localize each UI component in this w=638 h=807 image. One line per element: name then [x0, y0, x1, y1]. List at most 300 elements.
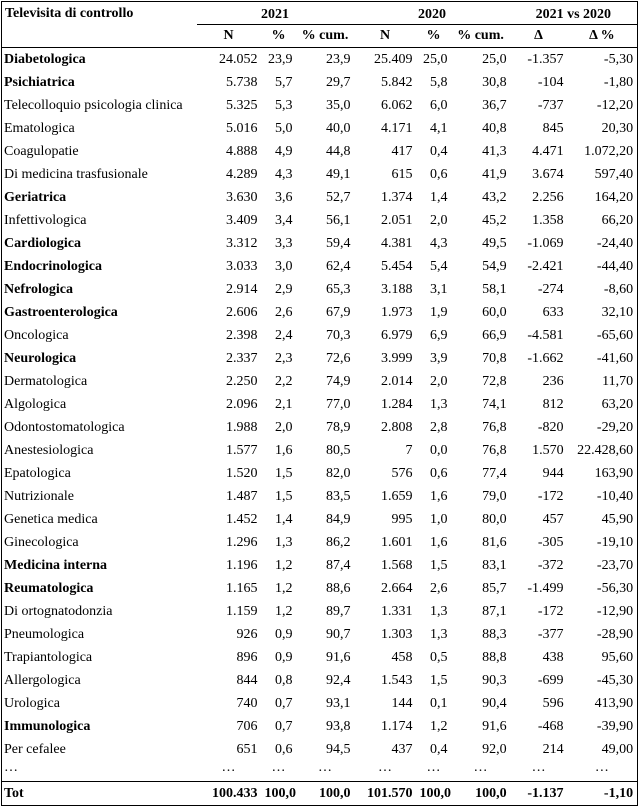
- cell-delta-pct: 63,20: [601, 396, 634, 412]
- cell-cum-2021: 93,1: [326, 695, 351, 711]
- cell-delta-pct: 597,40: [594, 166, 634, 182]
- cell-row-name: Diabetologica: [4, 51, 86, 67]
- cell-n-2020: 5.454: [381, 258, 413, 274]
- cell-delta-pct: -23,70: [596, 557, 634, 573]
- cell-delta: -1.499: [527, 580, 564, 596]
- cell-row-name: Cardiologica: [4, 235, 81, 251]
- cell-row-name: Endocrinologica: [4, 258, 103, 274]
- cell-n-2020: 458: [391, 649, 413, 665]
- cell-pct-2021: 5,3: [275, 97, 293, 113]
- table-row: [2, 416, 638, 439]
- cell-row-name: Nefrologica: [4, 281, 73, 297]
- cell-cum-2020: 70,8: [482, 350, 507, 366]
- cell-pct-2020: 0,4: [430, 741, 448, 757]
- cell-delta-pct: -24,40: [596, 235, 634, 251]
- table-row: [2, 393, 638, 416]
- cell-delta-pct: -41,60: [596, 350, 634, 366]
- cell-pct-2021: 0,9: [275, 626, 293, 642]
- televisita-table: [1, 1, 638, 806]
- cell-cum-2021: 90,7: [326, 626, 351, 642]
- cell-n-2021: 4.888: [226, 143, 258, 159]
- cell-n-2021: 2.096: [226, 396, 258, 412]
- col-n-2020: N: [355, 25, 417, 48]
- cell-n-2021: 706: [236, 718, 258, 734]
- cell-delta-pct: -19,10: [596, 534, 634, 550]
- cell-cum-2020: 72,8: [482, 373, 507, 389]
- cell-pct-2020: 1,0: [430, 511, 448, 527]
- cell-delta-pct: 22.428,60: [577, 442, 634, 458]
- cell-cum-2020: 79,0: [482, 488, 507, 504]
- cell-delta: -172: [537, 603, 564, 619]
- cell-row-name: Allergologica: [4, 672, 81, 688]
- table-row: [2, 255, 638, 278]
- cell-row-name: Reumatologica: [4, 580, 94, 596]
- cell-pct-2021: 2,4: [275, 327, 293, 343]
- cell-row-name: Ematologica: [4, 120, 75, 136]
- cell-cum-2020: 91,6: [482, 718, 507, 734]
- cell-delta-pct: -10,40: [596, 488, 634, 504]
- ellipsis-cell: …: [378, 761, 393, 775]
- cell-pct-2021: 0,9: [275, 649, 293, 665]
- cell-n-2020: 1.374: [381, 189, 413, 205]
- cell-row-name: Medicina interna: [4, 557, 108, 573]
- cell-row-name: Di medicina trasfusionale: [4, 166, 148, 182]
- cell-n-2020: 4.381: [381, 235, 413, 251]
- cell-cum-2021: 91,6: [326, 649, 351, 665]
- cell-cum-2021: 92,4: [326, 672, 351, 688]
- cell-delta-pct: -39,90: [596, 718, 634, 734]
- cell-cum-2021: 78,9: [326, 419, 351, 435]
- cell-n-2020: 144: [391, 695, 413, 711]
- group-2020: 2020: [355, 2, 511, 25]
- cell-row-name: Infettivologica: [4, 212, 87, 228]
- cell-pct-2020: 3,1: [430, 281, 448, 297]
- cell-cum-2020: 83,1: [482, 557, 507, 573]
- table-row: [2, 554, 638, 577]
- cell-cum-2020: 81,6: [482, 534, 507, 550]
- cell-delta: 236: [542, 373, 564, 389]
- cell-cum-2021: 70,3: [326, 327, 351, 343]
- cell-row-name: Di ortognatodonzia: [4, 603, 113, 619]
- cell-pct-2021: 4,9: [275, 143, 293, 159]
- table-row: [2, 324, 638, 347]
- cell-pct-2020: 1,3: [430, 603, 448, 619]
- cell-pct-2021: 1,5: [275, 465, 293, 481]
- cell-cum-2020: 76,8: [482, 442, 507, 458]
- table-row: [2, 117, 638, 140]
- cell-delta: -820: [537, 419, 564, 435]
- cell-pct-2021: 1,6: [275, 442, 293, 458]
- cell-cum-2021: 77,0: [326, 396, 351, 412]
- cell-pct-2021: 4,3: [275, 166, 293, 182]
- cell-n-2021: 1.577: [226, 442, 258, 458]
- cell-row-name: Epatologica: [4, 465, 71, 481]
- cell-pct-2021: 2,6: [275, 304, 293, 320]
- cell-n-2021: 24.052: [219, 51, 258, 67]
- cell-row-name: Telecolloquio psicologia clinica: [4, 97, 183, 113]
- cell-cum-2021: 87,4: [326, 557, 351, 573]
- cell-delta: -372: [537, 557, 564, 573]
- cell-pct-2020: 5,4: [430, 258, 448, 274]
- cell-row-name: Immunologica: [4, 718, 91, 734]
- col-pct-2021: %: [262, 25, 297, 48]
- table-row: [2, 439, 638, 462]
- cell-pct-2020: 0,0: [430, 442, 448, 458]
- table-row: [2, 692, 638, 715]
- cell-n-2020: 2.664: [381, 580, 413, 596]
- cell-delta: -274: [537, 281, 564, 297]
- cell-n-2021: 3.312: [226, 235, 258, 251]
- table-row: [2, 278, 638, 301]
- table-row: [2, 577, 638, 600]
- cell-pct-2020: 2,6: [430, 580, 448, 596]
- header-row-groups: [2, 2, 638, 25]
- cell-pct-2020: 0,6: [430, 166, 448, 182]
- cell-delta: 1.358: [532, 212, 564, 228]
- cell-pct-2021: 3,3: [275, 235, 293, 251]
- total-label: Tot: [2, 782, 197, 806]
- cell-row-name: Neurologica: [4, 350, 77, 366]
- cell-pct-2020: 0,4: [430, 143, 448, 159]
- table-row: [2, 94, 638, 117]
- cell-n-2021: 4.289: [226, 166, 258, 182]
- total-cum-2020: 100,0: [452, 782, 511, 806]
- cell-delta: 438: [542, 649, 564, 665]
- cell-cum-2020: 88,8: [482, 649, 507, 665]
- cell-n-2021: 2.606: [226, 304, 258, 320]
- cell-n-2020: 576: [391, 465, 413, 481]
- cell-cum-2021: 67,9: [326, 304, 351, 320]
- cell-delta: 812: [542, 396, 564, 412]
- cell-delta: 944: [542, 465, 564, 481]
- cell-n-2020: 25.409: [374, 51, 413, 67]
- cell-delta: 3.674: [532, 166, 564, 182]
- cell-cum-2020: 90,4: [482, 695, 507, 711]
- cell-pct-2020: 6,0: [430, 97, 448, 113]
- cell-pct-2020: 2,0: [430, 212, 448, 228]
- cell-n-2020: 2.051: [381, 212, 413, 228]
- cell-n-2021: 651: [236, 741, 258, 757]
- cell-pct-2021: 2,2: [275, 373, 293, 389]
- col-n-2021: N: [197, 25, 262, 48]
- cell-pct-2021: 3,0: [275, 258, 293, 274]
- cell-row-name: Anestesiologica: [4, 442, 94, 458]
- cell-n-2021: 1.196: [226, 557, 258, 573]
- cell-n-2020: 1.601: [381, 534, 413, 550]
- cell-cum-2021: 23,9: [326, 51, 351, 67]
- ellipsis-cell: …: [4, 761, 18, 775]
- cell-delta: 633: [542, 304, 564, 320]
- cell-n-2020: 6.979: [381, 327, 413, 343]
- ellipsis-row: [2, 761, 638, 782]
- cell-row-name: Odontostomatologica: [4, 419, 125, 435]
- col-cum-2021: % cum.: [297, 25, 355, 48]
- cell-cum-2021: 40,0: [326, 120, 351, 136]
- cell-delta-pct: -8,60: [603, 281, 634, 297]
- cell-pct-2020: 0,5: [430, 649, 448, 665]
- cell-cum-2020: 41,3: [482, 143, 507, 159]
- cell-delta: -377: [537, 626, 564, 642]
- ellipsis-cell: …: [594, 761, 609, 775]
- col-delta-pct: Δ %: [568, 25, 638, 48]
- cell-cum-2021: 35,0: [326, 97, 351, 113]
- cell-cum-2021: 86,2: [326, 534, 351, 550]
- table-body: [2, 48, 638, 762]
- cell-pct-2020: 4,3: [430, 235, 448, 251]
- cell-n-2020: 4.171: [381, 120, 413, 136]
- cell-delta-pct: 32,10: [601, 304, 634, 320]
- cell-n-2021: 3.630: [226, 189, 258, 205]
- cell-n-2021: 1.165: [226, 580, 258, 596]
- cell-delta-pct: -56,30: [596, 580, 634, 596]
- cell-pct-2021: 2,0: [275, 419, 293, 435]
- cell-pct-2021: 1,2: [275, 580, 293, 596]
- table-row: [2, 623, 638, 646]
- cell-row-name: Per cefalee: [4, 741, 66, 757]
- table-row: [2, 715, 638, 738]
- cell-cum-2021: 74,9: [326, 373, 351, 389]
- cell-delta-pct: -12,90: [596, 603, 634, 619]
- cell-delta: 214: [542, 741, 564, 757]
- ellipsis-cell: …: [318, 761, 333, 775]
- cell-pct-2021: 1,4: [275, 511, 293, 527]
- total-pct-2020: 100,0: [417, 782, 452, 806]
- cell-delta-pct: 164,20: [594, 189, 634, 205]
- total-pct-2021: 100,0: [262, 782, 297, 806]
- cell-n-2021: 2.914: [226, 281, 258, 297]
- cell-pct-2020: 6,9: [430, 327, 448, 343]
- cell-n-2021: 3.409: [226, 212, 258, 228]
- cell-n-2021: 1.988: [226, 419, 258, 435]
- cell-cum-2020: 88,3: [482, 626, 507, 642]
- cell-pct-2021: 1,5: [275, 488, 293, 504]
- cell-cum-2021: 52,7: [326, 189, 351, 205]
- cell-cum-2020: 25,0: [482, 51, 507, 67]
- cell-pct-2020: 0,6: [430, 465, 448, 481]
- cell-cum-2020: 80,0: [482, 511, 507, 527]
- col-pct-2020: %: [417, 25, 452, 48]
- cell-delta: 4.471: [532, 143, 564, 159]
- cell-delta: -172: [537, 488, 564, 504]
- cell-pct-2020: 0,1: [430, 695, 448, 711]
- cell-delta: -1.357: [527, 51, 564, 67]
- cell-delta-pct: 49,00: [601, 741, 634, 757]
- cell-delta-pct: 1.072,20: [584, 143, 634, 159]
- cell-cum-2020: 49,5: [482, 235, 507, 251]
- cell-pct-2021: 1,3: [275, 534, 293, 550]
- cell-pct-2021: 5,0: [275, 120, 293, 136]
- cell-pct-2021: 0,6: [275, 741, 293, 757]
- cell-row-name: Geriatrica: [4, 189, 67, 205]
- cell-cum-2021: 62,4: [326, 258, 351, 274]
- cell-delta-pct: -65,60: [596, 327, 634, 343]
- cell-n-2021: 2.250: [226, 373, 258, 389]
- cell-row-name: Algologica: [4, 396, 67, 412]
- table-row: [2, 347, 638, 370]
- cell-delta-pct: -44,40: [596, 258, 634, 274]
- cell-pct-2021: 0,7: [275, 695, 293, 711]
- cell-pct-2021: 2,9: [275, 281, 293, 297]
- cell-cum-2021: 29,7: [326, 74, 351, 90]
- cell-cum-2020: 87,1: [482, 603, 507, 619]
- total-n-2021: 100.433: [197, 782, 262, 806]
- cell-cum-2020: 85,7: [482, 580, 507, 596]
- cell-n-2020: 2.808: [381, 419, 413, 435]
- cell-cum-2021: 59,4: [326, 235, 351, 251]
- cell-n-2021: 896: [236, 649, 258, 665]
- cell-pct-2020: 1,6: [430, 534, 448, 550]
- cell-row-name: Urologica: [4, 695, 60, 711]
- cell-row-name: Genetica medica: [4, 511, 98, 527]
- cell-pct-2020: 3,9: [430, 350, 448, 366]
- cell-n-2021: 1.452: [226, 511, 258, 527]
- cell-pct-2021: 23,9: [268, 51, 293, 67]
- cell-delta: -104: [537, 74, 564, 90]
- cell-n-2021: 1.520: [226, 465, 258, 481]
- total-n-2020: 101.570: [355, 782, 417, 806]
- cell-n-2020: 417: [391, 143, 413, 159]
- table-row: [2, 669, 638, 692]
- cell-delta-pct: 95,60: [601, 649, 634, 665]
- cell-delta: 2.256: [532, 189, 564, 205]
- cell-n-2021: 5.016: [226, 120, 258, 136]
- cell-n-2021: 1.159: [226, 603, 258, 619]
- cell-n-2020: 1.174: [381, 718, 413, 734]
- group-diff: 2021 vs 2020: [511, 2, 638, 25]
- cell-n-2021: 5.325: [226, 97, 258, 113]
- cell-delta-pct: -45,30: [596, 672, 634, 688]
- cell-n-2020: 1.568: [381, 557, 413, 573]
- total-delta-pct: -1,10: [568, 782, 638, 806]
- table-row: [2, 646, 638, 669]
- cell-cum-2021: 83,5: [326, 488, 351, 504]
- cell-n-2020: 1.659: [381, 488, 413, 504]
- cell-cum-2020: 76,8: [482, 419, 507, 435]
- corner-label: Televisita di controllo: [2, 2, 197, 48]
- cell-n-2020: 1.543: [381, 672, 413, 688]
- cell-pct-2020: 1,3: [430, 396, 448, 412]
- cell-row-name: Oncologica: [4, 327, 69, 343]
- group-2021: 2021: [197, 2, 355, 25]
- cell-pct-2021: 1,2: [275, 603, 293, 619]
- cell-row-name: Trapiantologica: [4, 649, 93, 665]
- table-row: [2, 301, 638, 324]
- table-row: [2, 71, 638, 94]
- cell-n-2020: 5.842: [381, 74, 413, 90]
- cell-delta: 1.570: [532, 442, 564, 458]
- cell-n-2021: 5.738: [226, 74, 258, 90]
- cell-row-name: Dermatologica: [4, 373, 88, 389]
- cell-cum-2021: 80,5: [326, 442, 351, 458]
- cell-row-name: Pneumologica: [4, 626, 85, 642]
- cell-row-name: Psichiatrica: [4, 74, 75, 90]
- cell-delta: -4.581: [527, 327, 564, 343]
- table-row: [2, 163, 638, 186]
- cell-n-2020: 2.014: [381, 373, 413, 389]
- cell-n-2020: 3.999: [381, 350, 413, 366]
- cell-n-2021: 1.487: [226, 488, 258, 504]
- cell-row-name: Gastroenterologica: [4, 304, 118, 320]
- cell-row-name: Ginecologica: [4, 534, 79, 550]
- cell-pct-2020: 1,4: [430, 189, 448, 205]
- ellipsis-cell: …: [531, 761, 546, 775]
- cell-pct-2021: 0,8: [275, 672, 293, 688]
- cell-cum-2021: 88,6: [326, 580, 351, 596]
- cell-delta: -737: [537, 97, 564, 113]
- cell-n-2020: 1.284: [381, 396, 413, 412]
- cell-delta: -2.421: [527, 258, 564, 274]
- cell-delta: -468: [537, 718, 564, 734]
- ellipsis-cell: …: [221, 761, 236, 775]
- cell-cum-2020: 41,9: [482, 166, 507, 182]
- cell-pct-2020: 2,0: [430, 373, 448, 389]
- cell-n-2020: 1.303: [381, 626, 413, 642]
- cell-cum-2020: 36,7: [482, 97, 507, 113]
- cell-cum-2020: 54,9: [482, 258, 507, 274]
- cell-n-2021: 2.337: [226, 350, 258, 366]
- ellipsis-cell: …: [271, 761, 286, 775]
- cell-delta-pct: 11,70: [602, 373, 634, 389]
- cell-delta: -305: [537, 534, 564, 550]
- ellipsis-cell: …: [426, 761, 441, 775]
- cell-cum-2021: 89,7: [326, 603, 351, 619]
- table-row: [2, 600, 638, 623]
- cell-cum-2021: 44,8: [326, 143, 351, 159]
- table-row: [2, 531, 638, 554]
- cell-cum-2021: 84,9: [326, 511, 351, 527]
- cell-row-name: Coagulopatie: [4, 143, 79, 159]
- cell-n-2020: 1.331: [381, 603, 413, 619]
- cell-cum-2020: 43,2: [482, 189, 507, 205]
- table-row: [2, 738, 638, 761]
- cell-n-2021: 926: [236, 626, 258, 642]
- cell-row-name: Nutrizionale: [4, 488, 74, 504]
- cell-delta: 457: [542, 511, 564, 527]
- cell-pct-2021: 2,1: [275, 396, 293, 412]
- cell-n-2020: 437: [391, 741, 413, 757]
- cell-pct-2020: 1,3: [430, 626, 448, 642]
- cell-delta-pct: 45,90: [601, 511, 634, 527]
- cell-cum-2021: 56,1: [326, 212, 351, 228]
- cell-cum-2020: 45,2: [482, 212, 507, 228]
- cell-n-2021: 740: [236, 695, 258, 711]
- cell-delta-pct: -28,90: [596, 626, 634, 642]
- cell-pct-2020: 5,8: [430, 74, 448, 90]
- table-row: [2, 462, 638, 485]
- cell-cum-2021: 94,5: [326, 741, 351, 757]
- cell-n-2020: 615: [391, 166, 413, 182]
- cell-delta: 596: [542, 695, 564, 711]
- cell-n-2020: 7: [405, 442, 413, 458]
- cell-n-2021: 3.033: [226, 258, 258, 274]
- cell-cum-2020: 66,9: [482, 327, 507, 343]
- cell-n-2021: 844: [236, 672, 258, 688]
- cell-delta: -1.662: [527, 350, 564, 366]
- table-row: [2, 485, 638, 508]
- total-delta: -1.137: [511, 782, 568, 806]
- cell-delta: 845: [542, 120, 564, 136]
- cell-cum-2020: 40,8: [482, 120, 507, 136]
- cell-delta: -1.069: [527, 235, 564, 251]
- cell-pct-2020: 2,8: [430, 419, 448, 435]
- cell-delta-pct: 413,90: [594, 695, 634, 711]
- table-row: [2, 186, 638, 209]
- col-cum-2020: % cum.: [452, 25, 511, 48]
- cell-n-2020: 3.188: [381, 281, 413, 297]
- cell-n-2020: 6.062: [381, 97, 413, 113]
- cell-delta-pct: -29,20: [596, 419, 634, 435]
- cell-delta-pct: 20,30: [601, 120, 634, 136]
